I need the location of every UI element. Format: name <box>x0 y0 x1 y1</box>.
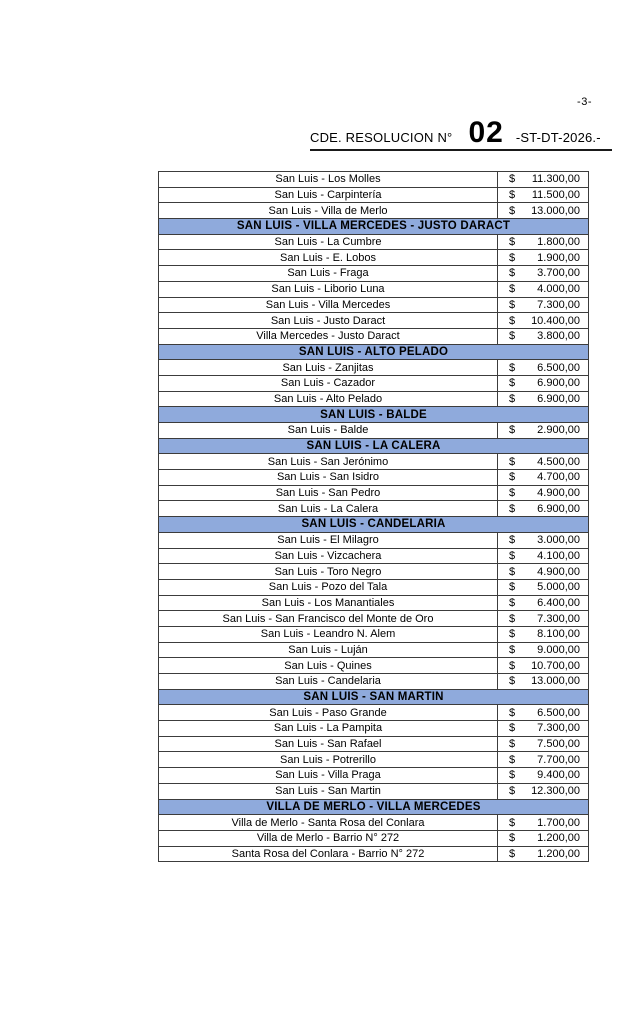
currency-symbol: $ <box>509 612 516 625</box>
route-cell: San Luis - Cazador <box>159 375 498 391</box>
table-row <box>159 705 589 721</box>
amount: 7.300,00 <box>537 298 580 311</box>
route-cell: San Luis - San Rafael <box>159 736 498 752</box>
section-header-row <box>159 407 589 423</box>
amount: 4.100,00 <box>537 549 580 562</box>
amount: 6.500,00 <box>537 706 580 719</box>
amount: 3.800,00 <box>537 330 580 343</box>
currency-symbol: $ <box>509 173 516 186</box>
price-cell <box>498 203 589 219</box>
section-header-row <box>159 517 589 533</box>
route-cell: San Luis - Liborio Luna <box>159 281 498 297</box>
currency-symbol: $ <box>509 628 516 641</box>
table-row <box>159 250 589 266</box>
price-cell <box>498 391 589 407</box>
amount: 1.200,00 <box>537 847 580 860</box>
table-row <box>159 297 589 313</box>
amount: 4.700,00 <box>537 471 580 484</box>
price-inner <box>498 362 588 374</box>
price-inner <box>498 393 588 405</box>
price-cell <box>498 281 589 297</box>
route-cell: San Luis - Villa de Merlo <box>159 203 498 219</box>
currency-symbol: $ <box>509 471 516 484</box>
currency-symbol: $ <box>509 581 516 594</box>
price-inner <box>498 471 588 483</box>
table-row <box>159 658 589 674</box>
currency-symbol: $ <box>509 659 516 672</box>
price-cell <box>498 532 589 548</box>
section-header-title: SAN LUIS - BALDE <box>159 407 589 423</box>
route-cell: San Luis - Pozo del Tala <box>159 579 498 595</box>
section-header-title: VILLA DE MERLO - VILLA MERCEDES <box>159 799 589 815</box>
price-inner <box>498 581 588 593</box>
price-cell <box>498 360 589 376</box>
price-inner <box>498 487 588 499</box>
document-header <box>310 116 612 151</box>
table-row <box>159 281 589 297</box>
table-row <box>159 595 589 611</box>
route-cell: San Luis - Fraga <box>159 266 498 282</box>
price-cell <box>498 234 589 250</box>
table-row <box>159 172 589 188</box>
table-row <box>159 815 589 831</box>
table-row <box>159 501 589 517</box>
currency-symbol: $ <box>509 283 516 296</box>
amount: 4.500,00 <box>537 455 580 468</box>
amount: 8.100,00 <box>537 628 580 641</box>
price-inner <box>498 503 588 515</box>
price-cell <box>498 611 589 627</box>
price-cell <box>498 705 589 721</box>
currency-symbol: $ <box>509 189 516 202</box>
route-cell: San Luis - Villa Mercedes <box>159 297 498 313</box>
amount: 11.300,00 <box>531 173 580 186</box>
price-cell <box>498 564 589 580</box>
price-inner <box>498 754 588 766</box>
price-inner <box>498 848 588 860</box>
price-cell <box>498 830 589 846</box>
section-header-title: SAN LUIS - SAN MARTIN <box>159 689 589 705</box>
table-row <box>159 313 589 329</box>
price-cell <box>498 783 589 799</box>
currency-symbol: $ <box>509 534 516 547</box>
amount: 13.000,00 <box>531 204 580 217</box>
price-cell <box>498 595 589 611</box>
route-cell: San Luis - Potrerillo <box>159 752 498 768</box>
fare-table <box>158 171 589 862</box>
price-cell <box>498 642 589 658</box>
price-inner <box>498 424 588 436</box>
table-row <box>159 736 589 752</box>
amount: 1.200,00 <box>537 832 580 845</box>
table-row <box>159 203 589 219</box>
section-header-row <box>159 438 589 454</box>
currency-symbol: $ <box>509 675 516 688</box>
amount: 10.700,00 <box>531 659 580 672</box>
amount: 2.900,00 <box>537 424 580 437</box>
price-cell <box>498 250 589 266</box>
price-cell <box>498 328 589 344</box>
page-number: -3- <box>577 96 592 108</box>
table-row <box>159 642 589 658</box>
route-cell: San Luis - Zanjitas <box>159 360 498 376</box>
price-inner <box>498 597 588 609</box>
resolution-label: CDE. RESOLUCION N° <box>310 130 453 145</box>
currency-symbol: $ <box>509 565 516 578</box>
price-cell <box>498 470 589 486</box>
currency-symbol: $ <box>509 236 516 249</box>
amount: 9.000,00 <box>537 643 580 656</box>
route-cell: San Luis - Vizcachera <box>159 548 498 564</box>
currency-symbol: $ <box>509 330 516 343</box>
route-cell: San Luis - San Isidro <box>159 470 498 486</box>
currency-symbol: $ <box>509 769 516 782</box>
route-cell: San Luis - San Francisco del Monte de Oro <box>159 611 498 627</box>
amount: 6.900,00 <box>537 392 580 405</box>
price-inner <box>498 817 588 829</box>
currency-symbol: $ <box>509 502 516 515</box>
section-header-title: SAN LUIS - LA CALERA <box>159 438 589 454</box>
price-inner <box>498 660 588 672</box>
price-cell <box>498 187 589 203</box>
price-inner <box>498 644 588 656</box>
amount: 4.900,00 <box>537 565 580 578</box>
route-cell: San Luis - Toro Negro <box>159 564 498 580</box>
price-inner <box>498 299 588 311</box>
currency-symbol: $ <box>509 596 516 609</box>
price-cell <box>498 752 589 768</box>
price-inner <box>498 330 588 342</box>
amount: 4.000,00 <box>537 283 580 296</box>
amount: 6.900,00 <box>537 502 580 515</box>
price-inner <box>498 769 588 781</box>
table-row <box>159 266 589 282</box>
route-cell: Villa de Merlo - Santa Rosa del Conlara <box>159 815 498 831</box>
price-cell <box>498 485 589 501</box>
price-inner <box>498 707 588 719</box>
price-cell <box>498 423 589 439</box>
price-inner <box>498 267 588 279</box>
price-inner <box>498 534 588 546</box>
amount: 6.500,00 <box>537 361 580 374</box>
table-row <box>159 485 589 501</box>
amount: 4.900,00 <box>537 487 580 500</box>
price-inner <box>498 252 588 264</box>
price-inner <box>498 189 588 201</box>
route-cell: Villa Mercedes - Justo Daract <box>159 328 498 344</box>
route-cell: Santa Rosa del Conlara - Barrio N° 272 <box>159 846 498 862</box>
currency-symbol: $ <box>509 298 516 311</box>
route-cell: San Luis - San Jerónimo <box>159 454 498 470</box>
route-cell: San Luis - San Martin <box>159 783 498 799</box>
table-row <box>159 234 589 250</box>
section-header-title: SAN LUIS - ALTO PELADO <box>159 344 589 360</box>
price-cell <box>498 454 589 470</box>
table-row <box>159 187 589 203</box>
currency-symbol: $ <box>509 753 516 766</box>
currency-symbol: $ <box>509 361 516 374</box>
price-inner <box>498 832 588 844</box>
price-inner <box>498 236 588 248</box>
amount: 1.900,00 <box>537 251 580 264</box>
table-row <box>159 611 589 627</box>
table-row <box>159 768 589 784</box>
table-row <box>159 579 589 595</box>
price-cell <box>498 846 589 862</box>
amount: 13.000,00 <box>531 675 580 688</box>
currency-symbol: $ <box>509 424 516 437</box>
route-cell: San Luis - La Calera <box>159 501 498 517</box>
amount: 1.800,00 <box>537 236 580 249</box>
price-cell <box>498 375 589 391</box>
currency-symbol: $ <box>509 392 516 405</box>
amount: 7.500,00 <box>537 738 580 751</box>
section-header-row <box>159 344 589 360</box>
price-cell <box>498 626 589 642</box>
route-cell: Villa de Merlo - Barrio N° 272 <box>159 830 498 846</box>
currency-symbol: $ <box>509 785 516 798</box>
table-row <box>159 830 589 846</box>
price-inner <box>498 722 588 734</box>
price-cell <box>498 579 589 595</box>
amount: 1.700,00 <box>537 816 580 829</box>
price-inner <box>498 613 588 625</box>
currency-symbol: $ <box>509 487 516 500</box>
price-inner <box>498 785 588 797</box>
amount: 7.300,00 <box>537 612 580 625</box>
price-cell <box>498 266 589 282</box>
table-row <box>159 423 589 439</box>
resolution-number: 02 <box>468 116 504 149</box>
price-inner <box>498 205 588 217</box>
table-row <box>159 328 589 344</box>
price-inner <box>498 315 588 327</box>
price-inner <box>498 173 588 185</box>
section-header-title: SAN LUIS - CANDELARIA <box>159 517 589 533</box>
table-row <box>159 454 589 470</box>
route-cell: San Luis - Los Molles <box>159 172 498 188</box>
table-row <box>159 391 589 407</box>
price-cell <box>498 548 589 564</box>
amount: 6.400,00 <box>537 596 580 609</box>
currency-symbol: $ <box>509 832 516 845</box>
currency-symbol: $ <box>509 738 516 751</box>
table-row <box>159 564 589 580</box>
route-cell: San Luis - El Milagro <box>159 532 498 548</box>
price-inner <box>498 283 588 295</box>
currency-symbol: $ <box>509 204 516 217</box>
section-header-row <box>159 799 589 815</box>
table-row <box>159 360 589 376</box>
table-row <box>159 721 589 737</box>
table-row <box>159 752 589 768</box>
route-cell: San Luis - San Pedro <box>159 485 498 501</box>
price-inner <box>498 377 588 389</box>
table-row <box>159 532 589 548</box>
price-cell <box>498 721 589 737</box>
price-inner <box>498 738 588 750</box>
route-cell: San Luis - E. Lobos <box>159 250 498 266</box>
amount: 7.300,00 <box>537 722 580 735</box>
route-cell: San Luis - Balde <box>159 423 498 439</box>
price-inner <box>498 456 588 468</box>
currency-symbol: $ <box>509 377 516 390</box>
amount: 7.700,00 <box>537 753 580 766</box>
currency-symbol: $ <box>509 643 516 656</box>
currency-symbol: $ <box>509 314 516 327</box>
price-cell <box>498 297 589 313</box>
currency-symbol: $ <box>509 549 516 562</box>
currency-symbol: $ <box>509 251 516 264</box>
price-cell <box>498 674 589 690</box>
route-cell: San Luis - Los Manantiales <box>159 595 498 611</box>
route-cell: San Luis - Luján <box>159 642 498 658</box>
price-inner <box>498 675 588 687</box>
price-cell <box>498 501 589 517</box>
currency-symbol: $ <box>509 267 516 280</box>
section-header-title: SAN LUIS - VILLA MERCEDES - JUSTO DARACT <box>159 219 589 235</box>
table-row <box>159 674 589 690</box>
price-cell <box>498 658 589 674</box>
route-cell: San Luis - Justo Daract <box>159 313 498 329</box>
amount: 9.400,00 <box>537 769 580 782</box>
currency-symbol: $ <box>509 816 516 829</box>
route-cell: San Luis - Carpintería <box>159 187 498 203</box>
amount: 6.900,00 <box>537 377 580 390</box>
price-cell <box>498 815 589 831</box>
price-cell <box>498 172 589 188</box>
table-row <box>159 783 589 799</box>
amount: 12.300,00 <box>531 785 580 798</box>
price-inner <box>498 550 588 562</box>
amount: 10.400,00 <box>531 314 580 327</box>
route-cell: San Luis - Paso Grande <box>159 705 498 721</box>
section-header-row <box>159 689 589 705</box>
table-row <box>159 548 589 564</box>
price-cell <box>498 313 589 329</box>
amount: 5.000,00 <box>537 581 580 594</box>
resolution-suffix: -ST-DT-2026.- <box>515 130 601 145</box>
route-cell: San Luis - Alto Pelado <box>159 391 498 407</box>
price-inner <box>498 566 588 578</box>
amount: 3.700,00 <box>537 267 580 280</box>
table-row <box>159 846 589 862</box>
route-cell: San Luis - Quines <box>159 658 498 674</box>
amount: 3.000,00 <box>537 534 580 547</box>
currency-symbol: $ <box>509 455 516 468</box>
route-cell: San Luis - Villa Praga <box>159 768 498 784</box>
route-cell: San Luis - La Cumbre <box>159 234 498 250</box>
table-row <box>159 626 589 642</box>
price-cell <box>498 768 589 784</box>
amount: 11.500,00 <box>531 189 580 202</box>
section-header-row <box>159 219 589 235</box>
route-cell: San Luis - La Pampita <box>159 721 498 737</box>
price-inner <box>498 628 588 640</box>
currency-symbol: $ <box>509 847 516 860</box>
currency-symbol: $ <box>509 722 516 735</box>
table-row <box>159 375 589 391</box>
price-cell <box>498 736 589 752</box>
table-row <box>159 470 589 486</box>
currency-symbol: $ <box>509 706 516 719</box>
route-cell: San Luis - Leandro N. Alem <box>159 626 498 642</box>
route-cell: San Luis - Candelaria <box>159 674 498 690</box>
